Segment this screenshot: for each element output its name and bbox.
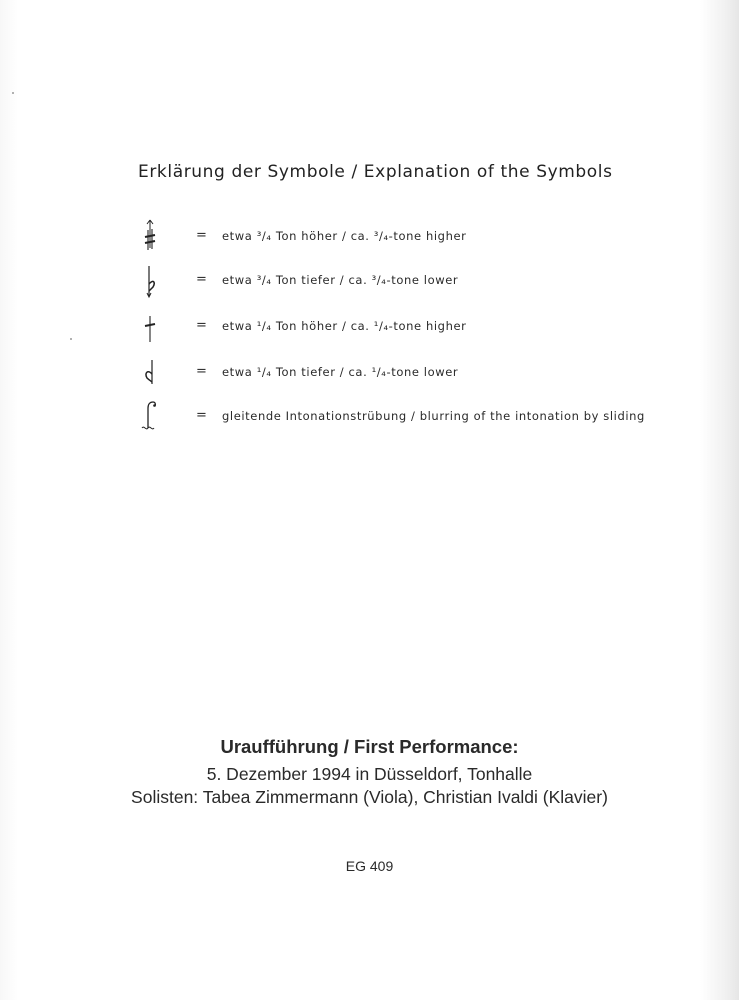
first-performance-date: 5. Dezember 1994 in Düsseldorf, Tonhalle [206,764,533,784]
legend-description: etwa ¹/₄ Ton höher / ca. ¹/₄-tone higher [222,319,467,333]
legend-description: etwa ³/₄ Ton tiefer / ca. ³/₄-tone lower [222,273,459,287]
legend-row [0,218,739,258]
legend-title: Erklärung der Symbole / Explanation of the Symbols [138,162,613,182]
legend-row [0,354,739,394]
equals-sign: = [196,364,207,379]
legend-row [0,262,739,302]
legend-description: gleitende Intonationstrübung / blurring of the intonation by sliding [222,409,645,423]
equals-sign: = [196,228,207,243]
quarter-flat-icon [136,354,166,394]
equals-sign: = [196,272,207,287]
first-performance-soloists: Solisten: Tabea Zimmermann (Viola), Christian Ivaldi (Klavier) [131,787,608,807]
first-performance-heading: Uraufführung / First Performance: [220,736,519,757]
glissando-blur-icon [136,398,166,438]
quarter-sharp-icon [136,308,166,348]
legend-row [0,308,739,348]
equals-sign: = [196,408,207,423]
paper-speck [12,92,14,94]
legend-description: etwa ³/₄ Ton höher / ca. ³/₄-tone higher [222,229,467,243]
legend-description: etwa ¹/₄ Ton tiefer / ca. ¹/₄-tone lower [222,365,459,379]
sharp-with-up-arrow-icon [136,218,166,258]
flat-with-down-arrow-icon [136,262,166,302]
equals-sign: = [196,318,207,333]
legend-row [0,398,739,438]
edition-code: EG 409 [345,858,394,874]
